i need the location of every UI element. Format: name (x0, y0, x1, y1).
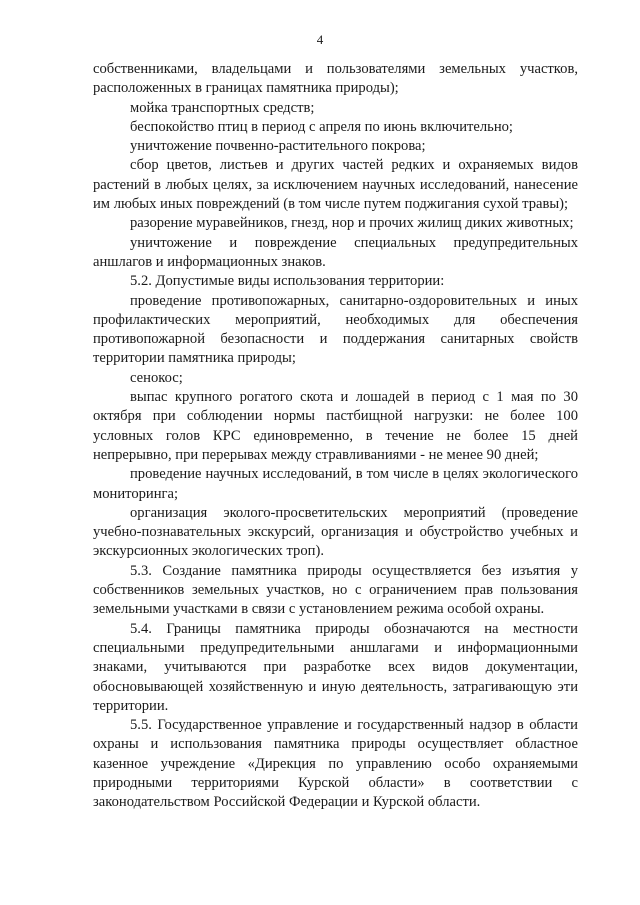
paragraph: собственниками, владельцами и пользователями земельных участков, расположенных в границах памятника природы); (93, 61, 578, 97)
paragraph: сенокос; (130, 369, 183, 386)
paragraph: сбор цветов, листьев и других частей редких и охраняемых видов растений в любых целях, за исключением научных исследований, нанесение им любых иных повреждений (в том числе путем поджигания сухой травы); (93, 157, 578, 213)
section-paragraph: 5.3. Создание памятника природы осуществляется без изъятия у собственников земельных участков, но с ограничением прав пользования земельными участками в связи с установлением режима особой охраны. (93, 562, 578, 618)
paragraph: выпас крупного рогатого скота и лошадей в период с 1 мая по 30 октября при соблюдении нормы пастбищной нагрузки: не более 100 условных голов КРС единовременно, в течение не более 15 дней непрерывно, при перерывах между стравливаниями - не менее 90 дней; (93, 389, 578, 463)
paragraph: беспокойство птиц в период с апреля по июнь включительно; (130, 118, 513, 135)
paragraph: организация эколого-просветительских мероприятий (проведение учебно-познавательных экскурсий, организация и обустройство учебных и экскурсионных экологических троп). (93, 504, 578, 560)
paragraph: уничтожение почвенно-растительного покрова; (130, 138, 426, 155)
section-paragraph: 5.5. Государственное управление и государственный надзор в области охраны и использования памятника природы осуществляет областное казенное учреждение «Дирекция по управлению особо охраняемыми природными территориями Курской области» в соответствии с законодательством Российской Федерации и Курской области. (93, 717, 578, 811)
paragraph: уничтожение и повреждение специальных предупредительных аншлагов и информационных знаков. (93, 234, 578, 270)
section-heading: 5.2. Допустимые виды использования территории: (130, 273, 445, 290)
paragraph: разорение муравейников, гнезд, нор и прочих жилищ диких животных; (130, 215, 574, 232)
paragraph: проведение научных исследований, в том числе в целях экологического мониторинга; (93, 466, 578, 502)
section-paragraph: 5.4. Границы памятника природы обозначаются на местности специальными предупредительными аншлагами и информационными знаками, учитываются при разработке всех видов документации, обосновывающей хозяйственную и иную деятельность, затрагивающую эти территории. (93, 620, 578, 714)
page-number: 4 (316, 32, 324, 47)
paragraph: проведение противопожарных, санитарно-оздоровительных и иных профилактических мероприятий, необходимых для обеспечения противопожарной безопасности и поддержания санитарных свойств территории памятника природы; (93, 292, 578, 367)
paragraph: мойка транспортных средств; (130, 99, 315, 116)
document-body (93, 60, 578, 813)
